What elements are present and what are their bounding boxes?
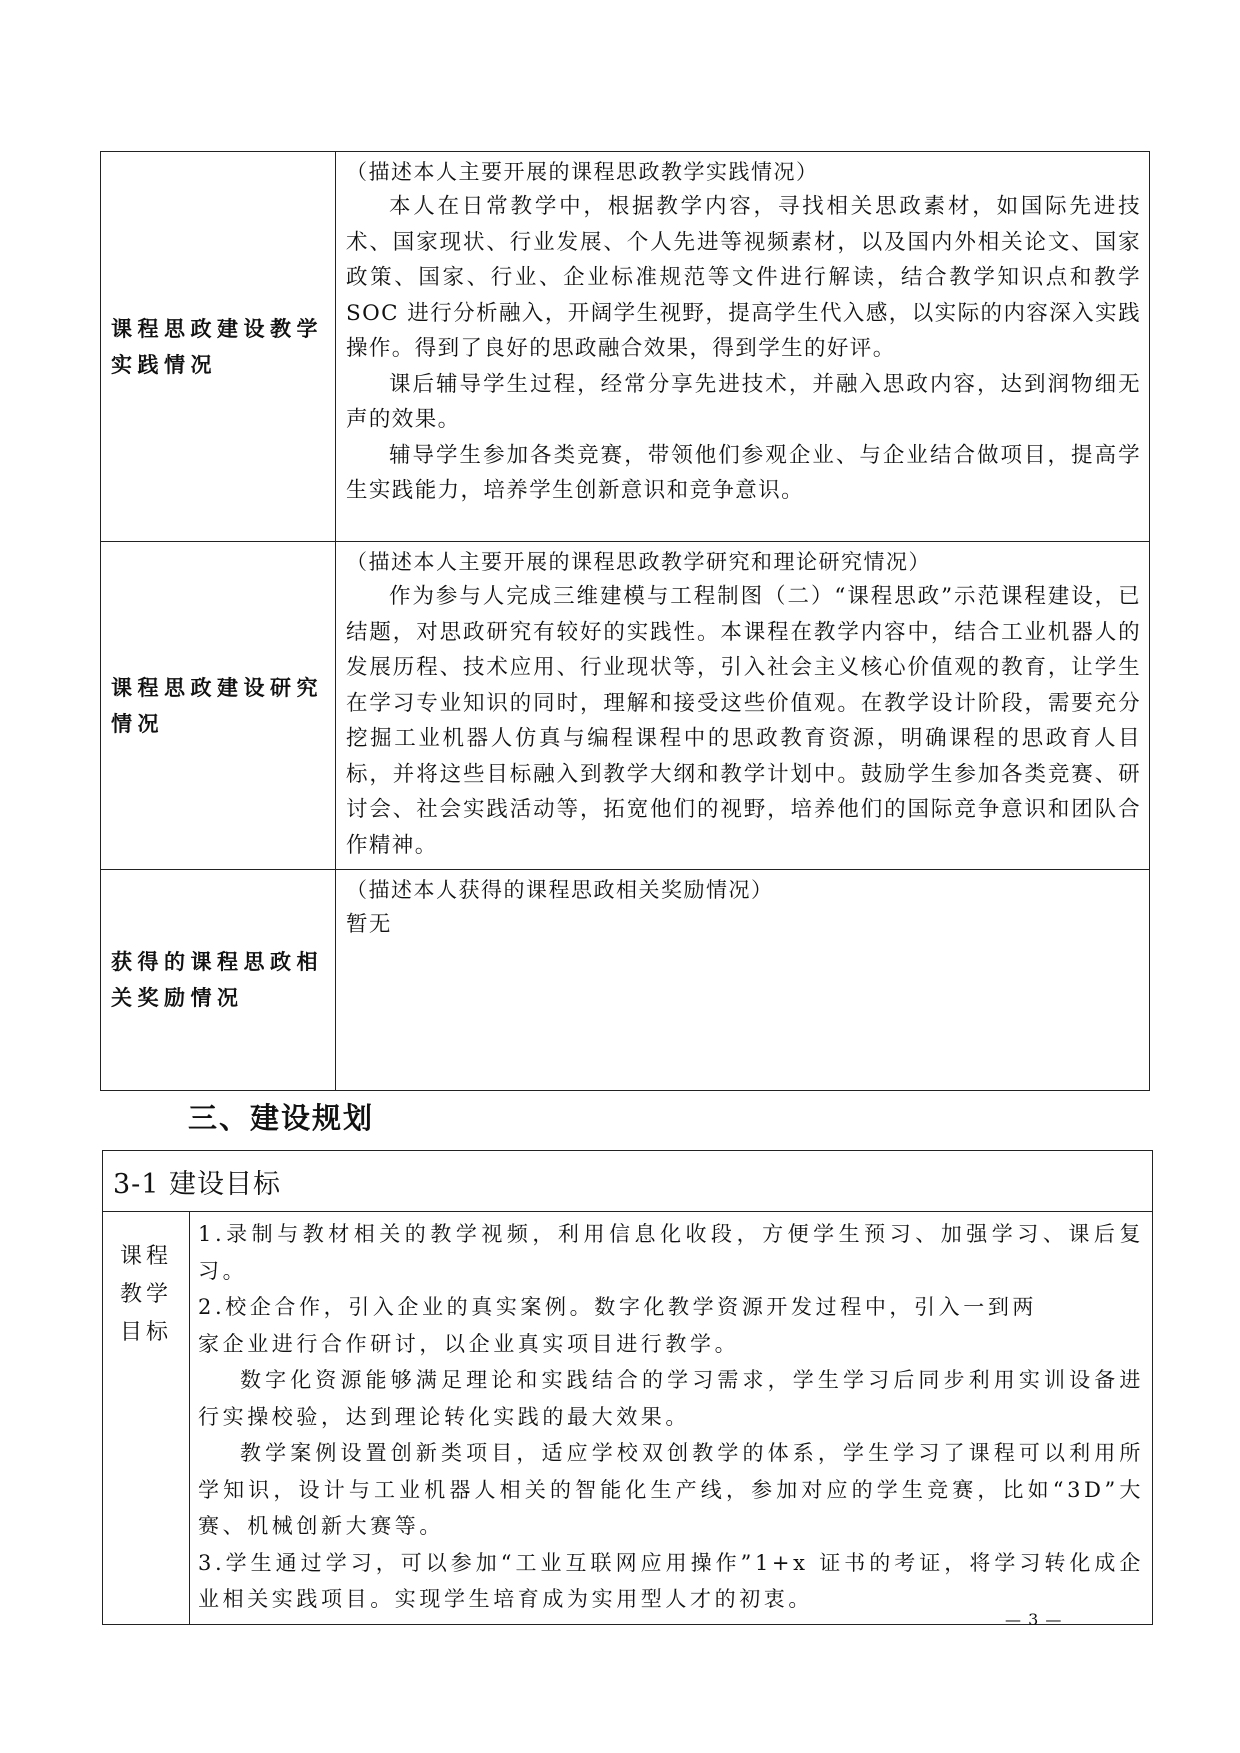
paragraph: 课后辅导学生过程，经常分享先进技术，并融入思政内容，达到润物细无声的效果。 xyxy=(346,371,1141,432)
goal-item-continuation: 家企业进行合作研讨，以企业真实项目进行教学。 xyxy=(198,1331,740,1356)
table-row xyxy=(101,152,1150,542)
table-header: 3-1 建设目标 xyxy=(103,1151,1153,1212)
goal-item: 3.学生通过学习，可以参加“工业互联网应用操作”1+x 证书的考证，将学习转化成企业相关实践项目。实现学生培育成为实用型人才的初衷。 xyxy=(198,1550,1144,1611)
hint-text: （描述本人主要开展的课程思政教学实践情况） xyxy=(346,160,819,184)
award-text: 暂无 xyxy=(346,912,392,937)
section-heading: 三、建设规划 xyxy=(188,1101,375,1135)
row-label xyxy=(103,1212,190,1625)
row-content xyxy=(336,870,1150,1091)
row-label-line: 目标 xyxy=(119,1320,172,1345)
goal-paragraph: 数字化资源能够满足理论和实践结合的学习需求，学生学习后同步利用实训设备进行实操校验，达到理论转化实践的最大效果。 xyxy=(198,1368,1144,1429)
row-label xyxy=(101,152,336,542)
row-label-line: 关奖励情况 xyxy=(111,985,244,1010)
row-label-line: 情况 xyxy=(111,710,164,736)
row-content xyxy=(336,152,1150,542)
goal-paragraph: 教学案例设置创新类项目，适应学校双创教学的体系，学生学习了课程可以利用所学知识，设计与工业机器人相关的智能化生产线，参加对应的学生竞赛，比如“3D”大赛、机械创新大赛等。 xyxy=(198,1441,1144,1538)
table-row xyxy=(101,542,1150,870)
row-label xyxy=(101,870,336,1091)
row-label-line: 课程 xyxy=(119,1244,172,1269)
row-label-line: 课程思政建设研究 xyxy=(111,674,323,700)
goal-item: 1.录制与教材相关的教学视频，利用信息化收段，方便学生预习、加强学习、课后复习。 xyxy=(198,1222,1144,1283)
row-label xyxy=(101,542,336,870)
row-label-line: 获得的课程思政相 xyxy=(111,949,323,974)
hint-text: （描述本人主要开展的课程思政教学研究和理论研究情况） xyxy=(346,550,931,574)
row-content xyxy=(190,1212,1153,1625)
paragraph: 辅导学生参加各类竞赛，带领他们参观企业、与企业结合做项目，提高学生实践能力，培养学生创新意识和竞争意识。 xyxy=(346,442,1141,503)
row-label-line: 教学 xyxy=(119,1282,172,1307)
goal-item: 2.校企合作，引入企业的真实案例。数字化教学资源开发过程中，引入一到两 xyxy=(198,1295,1038,1319)
table-row xyxy=(101,870,1150,1091)
construction-goals-table xyxy=(102,1150,1153,1625)
row-content xyxy=(336,542,1150,870)
row-label-line: 课程思政建设教学 xyxy=(111,315,323,341)
page-number: — 3 — xyxy=(1005,1610,1063,1629)
paragraph: 作为参与人完成三维建模与工程制图（二）“课程思政”示范课程建设，已结题，对思政研究有较好的实践性。本课程在教学内容中，结合工业机器人的发展历程、技术应用、行业现状等，引入社会主义核心价值观的教育，让学生在学习专业知识的同时，理解和接受这些价值观。在教学设计阶段，需要充分挖掘工业机器人仿真与编程课程中的思政教育资源，明确课程的思政育人目标，并将这些目标融入到教学大纲和教学计划中。鼓励学生参加各类竞赛、研讨会、社会实践活动等，拓宽他们的视野，培养他们的国际竞争意识和团队合作精神。 xyxy=(346,584,1141,858)
teaching-practice-table xyxy=(100,151,1150,1091)
table-row xyxy=(103,1212,1153,1625)
row-label-line: 实践情况 xyxy=(111,351,217,377)
paragraph: 本人在日常教学中，根据教学内容，寻找相关思政素材，如国际先进技术、国家现状、行业发展、个人先进等视频素材，以及国内外相关论文、国家政策、国家、行业、企业标准规范等文件进行解读，结合教学知识点和教学 SOC 进行分析融入，开阔学生视野，提高学生代入感，以实际的内容深入实践操作。得到了良好的思政融合效果，得到学生的好评。 xyxy=(346,194,1141,361)
hint-text: （描述本人获得的课程思政相关奖励情况） xyxy=(346,878,774,902)
